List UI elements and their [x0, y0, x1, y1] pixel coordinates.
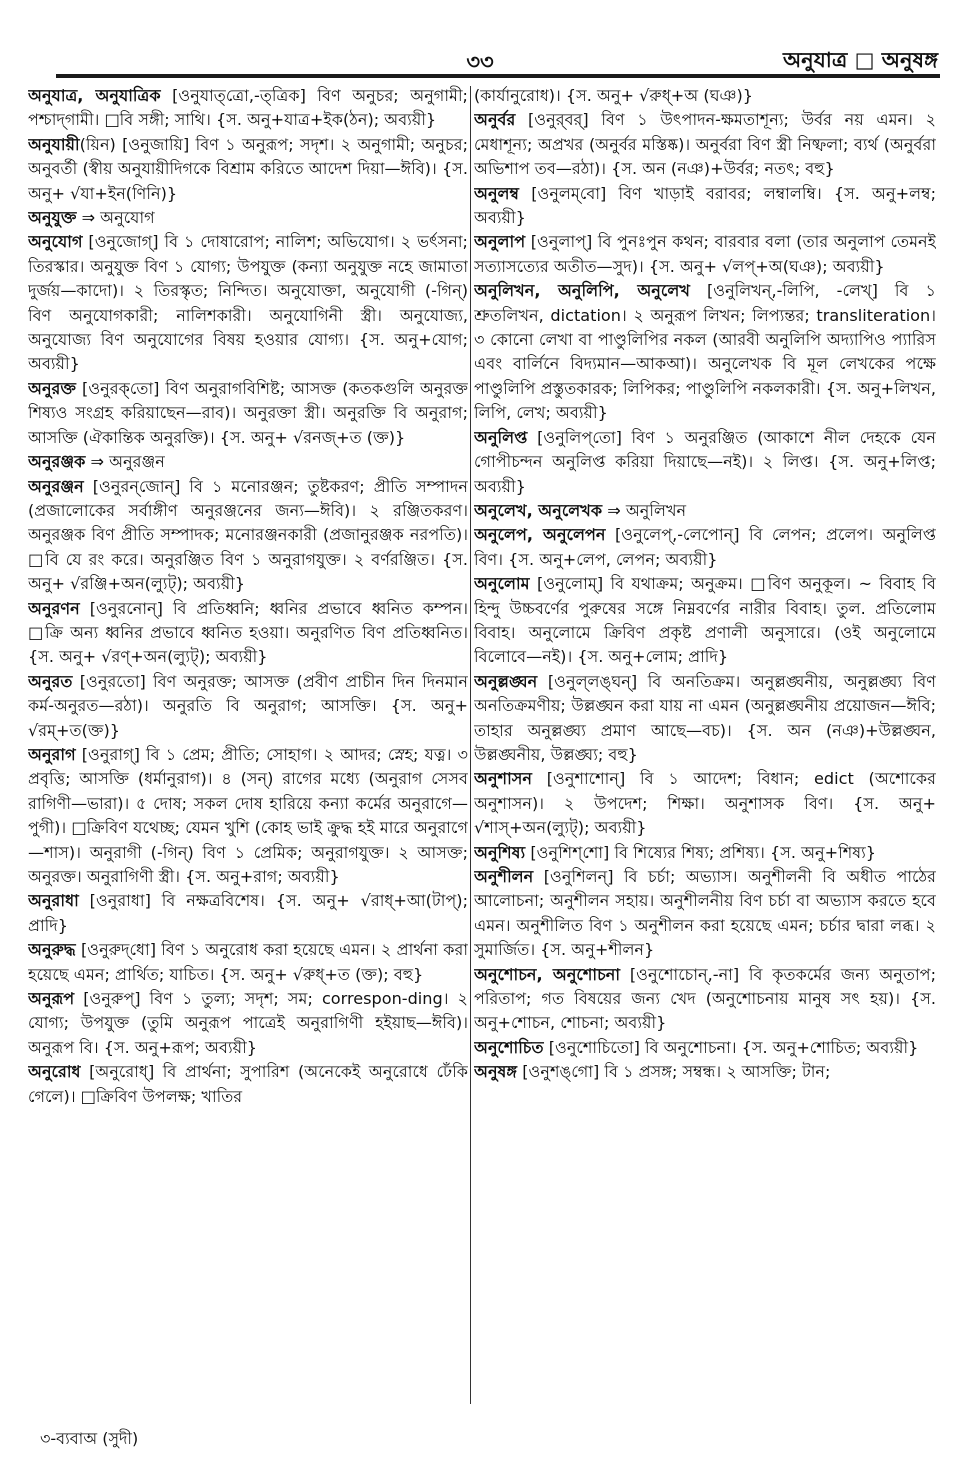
dictionary-entry	[28, 889, 468, 938]
entry-headword: অনুরত	[28, 671, 73, 691]
entry-definition: [ওনুশিশ্‌শো] বি শিষ্যের শিষ্য; প্রশিষ্য। {স. অনু+শিষ্য}	[525, 842, 877, 862]
entry-definition: [ওনুলিপ্‌তো] বিণ ১ অনুরঞ্জিত (আকাশে নীল দেহকে যেন গোপীচন্দন অনুলিপ্ত করিয়া দিয়াছে—নই)। ২ লিপ্ত। {স. অনু+লিপ্ত; অব্যয়ী}	[474, 427, 936, 496]
dictionary-entry	[28, 987, 468, 1060]
entry-definition: [ওনুরতো] বিণ অনুরক্ত; আসক্ত (প্রবীণ প্রাচীন দিন দিনমান কর্ম-অনুরত—রঠা)। অনুরতি বি অনুরাগ; আসক্তি। {স. অনু+ √রম্+ত(ক্ত)}	[28, 671, 468, 740]
dictionary-entry	[474, 182, 936, 231]
entry-definition: [ওনুজোগ্] বি ১ দোষারোপ; নালিশ; অভিযোগ। ২ ভর্ৎসনা; তিরস্কার। অনুযুক্ত বিণ ১ যোগ্য; উপযুক্ত (কন্যা অনুযুক্ত নহে জামাতা দুর্জয়—কাদো)। ২ তিরস্কৃত; নিন্দিত। অনুযোক্তা, অনুযোগী (-গিন্) বিণ অনুযোগকারী; নালিশকারী। অনুযোগিনী স্ত্রী। অনুযোজ্য, অনুযোজ্য বিণ অনুযোগের বিষয় হওয়ার যোগ্য। {স. অনু+যোগ; অব্যয়ী}	[28, 232, 468, 374]
entry-definition: [ওনুরক্‌তো] বিণ অনুরাগবিশিষ্ট; আসক্ত (কতকগুলি অনুরক্ত শিষ্যও সংগ্রহ করিয়াছেন—রাব)। অনুরক্তা স্ত্রী। অনুরক্তি বি অনুরাগ; আসক্তি (ঐকান্তিক অনুরক্তি)। {স. অনু+ √রনজ্+ত (ক্ত)}	[28, 378, 468, 447]
entry-definition: ⇒ অনুরঞ্জন	[85, 452, 165, 472]
entry-headword: অনুরাগ	[28, 744, 76, 764]
dictionary-entry	[28, 743, 468, 889]
entry-definition: [ওনুশোচোন্,-না] বি কৃতকর্মের জন্য অনুতাপ; পরিতাপ; গত বিষয়ের জন্য খেদ (অনুশোচনায় মানুষ সৎ হয়)। {স. অনু+শোচন, শোচনা; অব্যয়ী}	[474, 964, 936, 1033]
entry-definition: [অনুরোধ্] বি প্রার্থনা; সুপারিশ (অনেকেই অনুরোধে ঢেঁকি গেলে)। □ক্রিবিণ উপলক্ষ; খাতির	[28, 1062, 468, 1106]
dictionary-entry	[474, 572, 936, 670]
dictionary-entry	[474, 230, 936, 279]
entry-definition: [ওনুলোম্] বি যথাক্রম; অনুক্রম। □বিণ অনুকূল। ~ বিবাহ বি হিন্দু উচ্চবর্ণের পুরুষের সঙ্গে নিম্নবর্ণের নারীর বিবাহ। তুল. প্রতিলোম বিবাহ। অনুলোমে ক্রিবিণ প্রকৃষ্ট প্রণালী অনুসারে। (ওই অনুলোমে বিলোবে—নই)। {স. অনু+লোম; প্রাদি}	[474, 574, 936, 667]
entry-headword: অনুরোধ	[28, 1062, 81, 1082]
entry-headword: অনুলিপ্ত	[474, 427, 528, 447]
entry-headword: অনুরঞ্জন	[28, 476, 84, 496]
dictionary-entry	[474, 523, 936, 572]
dictionary-entry	[28, 475, 468, 597]
running-head-text: অনুযাত্র □ অনুষঙ্গ	[782, 48, 938, 72]
dictionary-entry	[474, 426, 936, 499]
header-rule	[56, 74, 940, 78]
page-number: ৩৩	[466, 50, 494, 74]
entry-headword: অনুশোচিত	[474, 1037, 544, 1057]
left-column	[28, 84, 468, 1408]
dictionary-entry	[28, 206, 468, 230]
entry-headword: অনুলম্ব	[474, 183, 520, 203]
entry-headword: অনুরাধা	[28, 891, 79, 911]
dictionary-entry	[474, 841, 936, 865]
dictionary-entry	[474, 963, 936, 1036]
entry-headword: অনুলাপ	[474, 232, 526, 252]
dictionary-entry	[474, 84, 936, 108]
entry-definition: ⇒ অনুযোগ	[76, 208, 155, 228]
dictionary-entry	[474, 499, 936, 523]
entry-headword: অনুরক্ত	[28, 378, 77, 398]
entry-definition: [ওনুশঙ্‌গো] বি ১ প্রসঙ্গ; সম্বন্ধ। ২ আসক্তি; টান;	[517, 1062, 831, 1082]
entry-headword: অনুলোম	[474, 574, 530, 594]
dictionary-entry	[28, 1060, 468, 1109]
entry-headword: অনুশীলন	[474, 867, 534, 886]
entry-definition: [ওনুরাগ্] বি ১ প্রেম; প্রীতি; সোহাগ। ২ আদর; স্নেহ; যত্ন। ৩ প্রবৃত্তি; আসক্তি (ধর্মানুরাগ)। ৪ (সন্) রাগের মধ্যে (অনুরাগ সেসব রাগিণী—ভারা)। ৫ দোষ; সকল দোষ হারিয়ে কন্যা কর্মের অনুরাগে—পুগী)। □ক্রিবিণ যথেচ্ছ; যেমন খুশি (কোহ ভাই ক্রুদ্ধ হই মারে অনুরাগে—শাস)। অনুরাগী (-গিন্) বিণ ১ প্রেমিক; অনুরাগযুক্ত। ২ আসক্ত; অনুরক্ত। অনুরাগিণী স্ত্রী। {স. অনু+রাগ; অব্যয়ী}	[28, 744, 468, 886]
dictionary-entry	[474, 767, 936, 840]
dictionary-entry	[474, 670, 936, 768]
entry-headword: অনুলেখ, অনুলেখক	[474, 500, 603, 520]
dictionary-entry	[28, 670, 468, 743]
entry-headword: অনুরঞ্জক	[28, 452, 86, 472]
entry-headword: অনুরণন	[28, 598, 80, 618]
entry-definition: [ওনুল্‌লঙ্‌ঘন্] বি অনতিক্রম। অনুল্লঙ্ঘনীয়, অনুল্লঙ্ঘ্য বিণ অনতিক্রমণীয়; উল্লঙ্ঘন করা যায় না এমন (অনুল্লঙ্ঘনীয় প্রয়োজন—ঈবি; তাহার অনুল্লঙ্ঘ্য প্রমাণ আছে—বচ)। {স. অন (নঞ)+উল্লঙ্ঘন, উল্লঙ্ঘনীয়, উল্লঙ্ঘ্য; বহু}	[474, 671, 936, 764]
entry-headword: অনুযায়ী	[28, 134, 80, 154]
dictionary-entry	[474, 279, 936, 425]
footer-signature: ৩-ব্যবাঅ (সুদী)	[40, 1429, 139, 1448]
right-column	[474, 84, 936, 1408]
dictionary-entry	[474, 865, 936, 963]
entry-definition: [ওনুরুপ্] বিণ ১ তুল্য; সদৃশ; সম; correspon-ding। ২ যোগ্য; উপযুক্ত (তুমি অনুরূপ পাত্রেই অনুরাগিণী হইয়াছ—ঈবি)। অনুরূপ বি। {স. অনু+রূপ; অব্যয়ী}	[28, 989, 468, 1057]
entry-definition: ⇒ অনুলিখন	[602, 500, 687, 520]
entry-headword: অনুল্লঙ্ঘন	[474, 671, 538, 691]
dictionary-entry	[28, 230, 468, 376]
entry-headword: অনুরুদ্ধ	[28, 940, 76, 960]
entry-definition: [ওনুলেপ্,-লেপোন্] বি লেপন; প্রলেপ। অনুলিপ্ত বিণ। {স. অনু+লেপ, লেপন; অব্যয়ী}	[474, 525, 936, 569]
entry-headword: অনুশোচন, অনুশোচনা	[474, 964, 621, 984]
dictionary-entry	[28, 84, 468, 133]
entry-definition: [ওনুরুদ্‌ধো] বিণ ১ অনুরোধ করা হয়েছে এমন। ২ প্রার্থনা করা হয়েছে এমন; প্রার্থিত; যাচিত। {স. অনু+ √রুধ্+ত (ক্ত); বহু}	[28, 940, 468, 984]
entry-headword: অনুশাসন	[474, 769, 532, 789]
entry-definition: [ওনুলিখন্,-লিপি, -লেখ্] বি ১ শ্রুতলিখন, dictation। ২ অনুরূপ লিখন; লিপ্যন্তর; transliteration। ৩ কোনো লেখা বা পাণ্ডুলিপির নকল (আরবী অনুলিপি অদ্যাপিও প্যারিস এবং বার্লিনে বিদ্যমান—আকআ)। অনুলেখক বি মূল লেখকের পক্ষে পাণ্ডুলিপি প্রস্তুতকারক; লিপিকর; পাণ্ডুলিপি নকলকারী। {স. অনু+লিখন, লিপি, লেখ; অব্যয়ী}	[474, 281, 936, 423]
entry-headword: অনুযুক্ত	[28, 208, 77, 228]
entry-headword: অনুযাত্র, অনুযাত্রিক	[28, 86, 161, 105]
entry-headword: অনুলিখন, অনুলিপি, অনুলেখ	[474, 281, 690, 301]
entry-headword: অনুশিষ্য	[474, 842, 526, 862]
entry-definition: [ওনুর্‌বর্] বিণ ১ উৎপাদন-ক্ষমতাশূন্য; উর্বর নয় এমন। ২ মেধাশূন্য; অপ্রখর (অনুর্বর মস্তিষ্ক)। অনুর্বরা বিণ স্ত্রী নিষ্ফলা; ব্যর্থ (অনুর্বরা অভিশাপ তব—রঠা)। {স. অন (নঞ)+উর্বর; নতৎ; বহু}	[474, 110, 936, 179]
entry-definition: [ওনুশাশোন্] বি ১ আদেশ; বিধান; edict (অশোকের অনুশাসন)। ২ উপদেশ; শিক্ষা। অনুশাসক বিণ। {স. অনু+ √শাস্+অন(ল্যুট্); অব্যয়ী}	[474, 769, 936, 838]
dictionary-entry	[28, 450, 468, 474]
entry-definition: [ওনুরনোন্] বি প্রতিধ্বনি; ধ্বনির প্রভাবে ধ্বনিত কম্পন। □ক্রি অন্য ধ্বনির প্রভাবে ধ্বনিত হওয়া। অনুরণিত বিণ প্রতিধ্বনিত। {স. অনু+ √রণ্+অন(ল্যুট্); অব্যয়ী}	[28, 598, 468, 667]
dictionary-entry	[28, 597, 468, 670]
dictionary-entry	[474, 108, 936, 181]
dictionary-entry	[474, 1060, 936, 1084]
entry-headword: অনুরূপ	[28, 989, 75, 1009]
entry-definition: [ওনুরাধা] বি নক্ষত্রবিশেষ। {স. অনু+ √রাধ্+আ(টাপ্); প্রাদি}	[28, 891, 468, 935]
entry-definition: [ওনুযাত্‌ত্রো,-ত্‌ত্রিক] বিণ অনুচর; অনুগামী; পশ্চাদ্‌গামী। □বি সঙ্গী; সাথি। {স. অনু+যাত্র+ইক(ঠন); অব্যয়ী}	[28, 86, 468, 130]
entry-definition: [ওনুলম্‌বো] বিণ খাড়াই বরাবর; লম্বালম্বি। {স. অনু+লম্ব; অব্যয়ী}	[474, 183, 936, 228]
column-divider	[470, 86, 471, 1404]
entry-definition: (কার্যানুরোধ)। {স. অনু+ √রুধ্+অ (ঘঞ)}	[474, 86, 754, 105]
entry-definition: [ওনুলাপ্] বি পুনঃপুন কথন; বারবার বলা (তার অনুলাপ তেমনই সত্যাসত্যের অতীত—সুদ)। {স. অনু+ √লপ্+অ(ঘঞ); অব্যয়ী}	[474, 232, 936, 276]
entry-definition: [ওনুরন্‌জোন্] বি ১ মনোরঞ্জন; তুষ্টকরণ; প্রীতি সম্পাদন (প্রজালোকের সর্বাঙ্গীণ অনুরঞ্জনের জন্য—ঈবি)। ২ রঞ্জিতকরণ। অনুরঞ্জক বিণ প্রীতি সম্পাদক; মনোরঞ্জনকারী (প্রজানুরঞ্জক নরপতি)। □বি যে রং করে। অনুরঞ্জিত বিণ ১ অনুরাগযুক্ত। ২ বর্ণরঞ্জিত। {স. অনু+ √রঞ্জি+অন(ল্যুট্); অব্যয়ী}	[28, 476, 468, 594]
entry-headword: অনুর্বর	[474, 110, 516, 130]
dictionary-entry	[28, 133, 468, 206]
entry-definition: [ওনুশিলন্] বি চর্চা; অভ্যাস। অনুশীলনী বি অধীত পাঠের আলোচনা; অনুশীলন সহায়। অনুশীলনীয় বিণ চর্চা বা অভ্যাস করতে হবে এমন। অনুশীলিত বিণ ১ অনুশীলন করা হয়েছে এমন; চর্চার দ্বারা লব্ধ। ২ সুমার্জিত। {স. অনু+শীলন}	[474, 867, 936, 960]
dictionary-entry	[474, 1036, 936, 1060]
entry-definition: [ওনুশোচিতো] বি অনুশোচনা। {স. অনু+শোচিত; অব্যয়ী}	[543, 1037, 919, 1057]
entry-headword: অনুলেপ, অনুলেপন	[474, 525, 606, 545]
dictionary-entry	[28, 377, 468, 450]
entry-definition: (য়িন) [ওনুজায়ি] বিণ ১ অনুরূপ; সদৃশ। ২ অনুগামী; অনুচর; অনুবর্তী (স্বীয় অনুযায়ীদিগকে বিশ্রাম করিতে আদেশ দিয়া—ঈবি)। {স. অনু+ √যা+ইন(ণিনি)}	[28, 134, 468, 203]
dictionary-entry	[28, 938, 468, 987]
entry-headword: অনুযোগ	[28, 232, 83, 252]
entry-headword: অনুষঙ্গ	[474, 1062, 518, 1082]
